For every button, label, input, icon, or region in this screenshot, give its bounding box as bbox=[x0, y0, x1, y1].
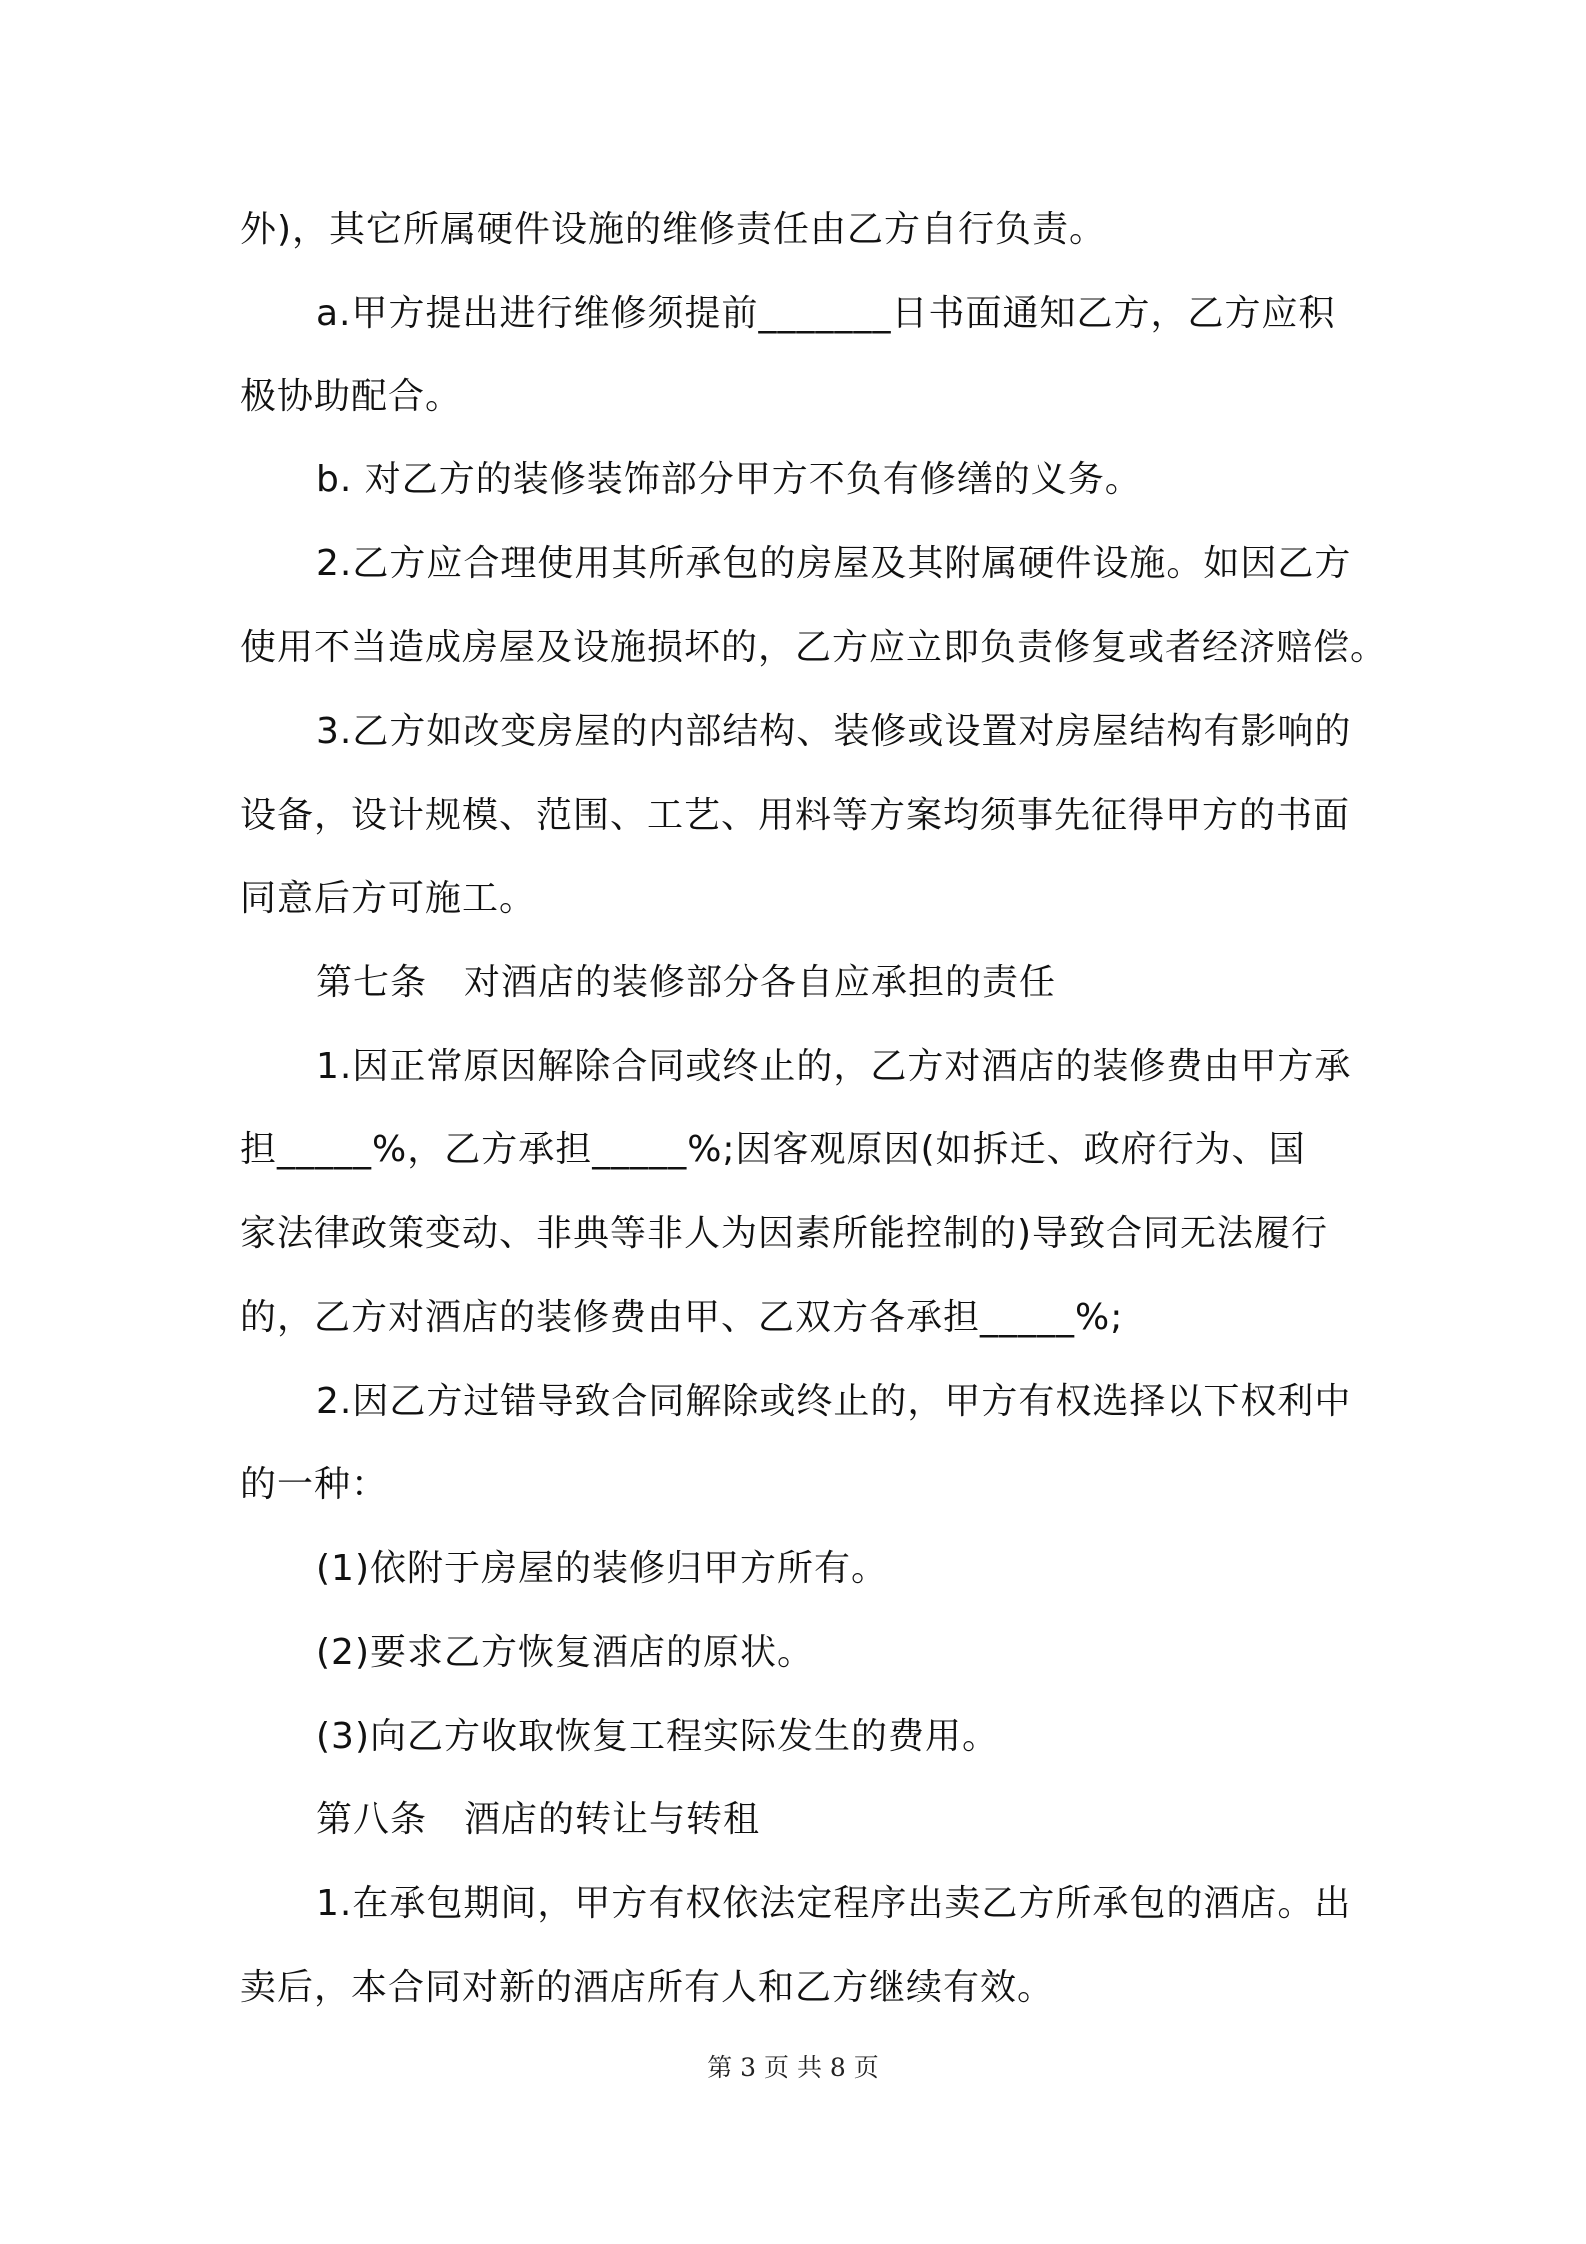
text-line: 的，乙方对酒店的装修费由甲、乙双方各承担_____%; bbox=[240, 1297, 1124, 1338]
text-line: 1.在承包期间，甲方有权依法定程序出卖乙方所承包的酒店。出 bbox=[316, 1883, 1352, 1924]
text-line: 设备，设计规模、范围、工艺、用料等方案均须事先征得甲方的书面 bbox=[240, 795, 1351, 836]
list-item: (1)依附于房屋的装修归甲方所有。 bbox=[316, 1548, 888, 1589]
list-item: (3)向乙方收取恢复工程实际发生的费用。 bbox=[316, 1716, 999, 1757]
text-line: b. 对乙方的装修装饰部分甲方不负有修缮的义务。 bbox=[316, 459, 1142, 500]
text-line: 极协助配合。 bbox=[240, 376, 463, 417]
page-number-footer: 第 3 页 共 8 页 bbox=[707, 2053, 879, 2082]
text-line: 2.乙方应合理使用其所承包的房屋及其附属硬件设施。如因乙方 bbox=[316, 543, 1352, 584]
text-line: 使用不当造成房屋及设施损坏的，乙方应立即负责修复或者经济赔偿。 bbox=[240, 627, 1388, 668]
text-line: 同意后方可施工。 bbox=[240, 878, 537, 919]
text-line: 2.因乙方过错导致合同解除或终止的，甲方有权选择以下权利中 bbox=[316, 1381, 1352, 1422]
text-line: 外)，其它所属硬件设施的维修责任由乙方自行负责。 bbox=[240, 209, 1107, 250]
text-line: 的一种： bbox=[240, 1464, 389, 1505]
text-line: 3.乙方如改变房屋的内部结构、装修或设置对房屋结构有影响的 bbox=[316, 711, 1352, 752]
text-line: 担_____%，乙方承担_____%;因客观原因(如拆迁、政府行为、国 bbox=[240, 1129, 1306, 1170]
section-heading: 第八条 酒店的转让与转租 bbox=[316, 1799, 761, 1840]
list-item: (2)要求乙方恢复酒店的原状。 bbox=[316, 1632, 814, 1673]
section-heading: 第七条 对酒店的装修部分各自应承担的责任 bbox=[316, 962, 1057, 1003]
text-line: a.甲方提出进行维修须提前_______日书面通知乙方，乙方应积 bbox=[316, 293, 1336, 334]
text-line: 家法律政策变动、非典等非人为因素所能控制的)导致合同无法履行 bbox=[240, 1213, 1329, 1254]
text-line: 卖后，本合同对新的酒店所有人和乙方继续有效。 bbox=[240, 1967, 1055, 2008]
text-line: 1.因正常原因解除合同或终止的，乙方对酒店的装修费由甲方承 bbox=[316, 1046, 1352, 1087]
